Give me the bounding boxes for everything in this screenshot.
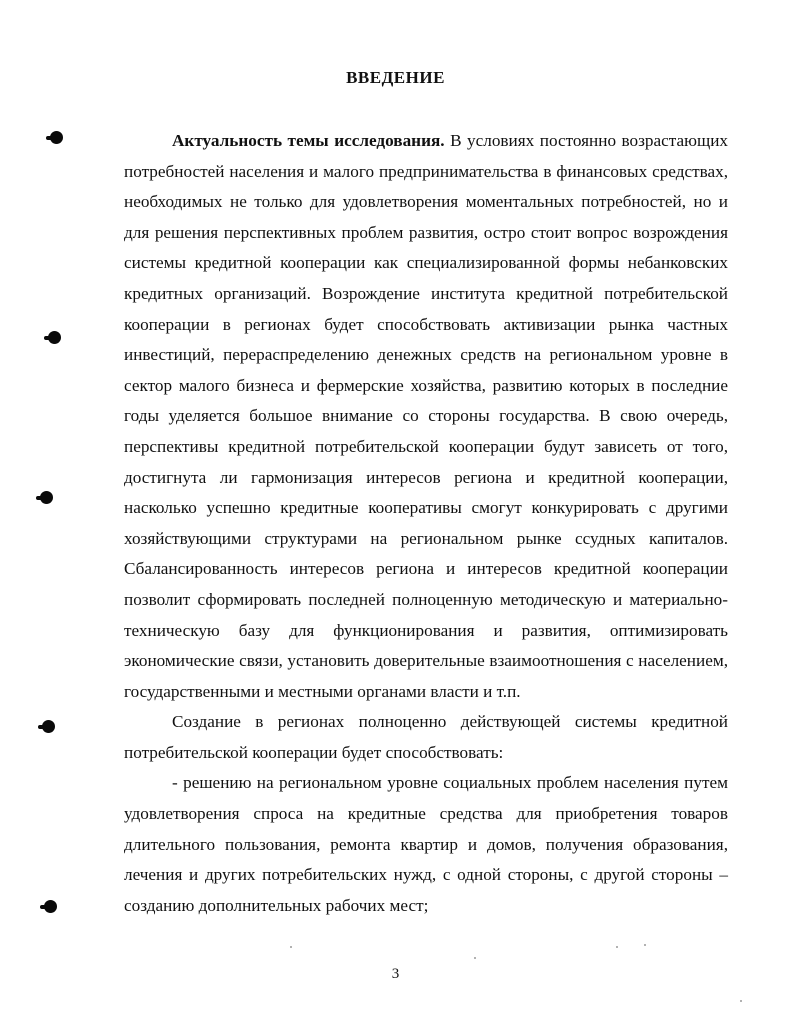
page-number: 3 — [391, 966, 400, 982]
scan-speck — [644, 944, 646, 946]
scan-speck — [616, 946, 618, 948]
body-text — [124, 126, 728, 921]
punch-hole-mark — [44, 900, 57, 913]
document-title: ВВЕДЕНИЕ — [346, 68, 445, 87]
scan-speck — [474, 957, 476, 959]
paragraph-creation — [124, 707, 728, 768]
paragraph-text: - решению на региональном уровне социальных проблем населения путем удовлетворения спроса на кредитные средства для приобретения товаров длительного пользования, ремонта квартир и домов, получения образования, лечения и других потребительских нужд, с одной стороны, с другой стороны – созданию дополнительных рабочих мест; — [124, 773, 728, 915]
scan-speck — [740, 1000, 742, 1002]
paragraph-lead: Актуальность темы исследования. — [172, 131, 445, 150]
paragraph-text: В условиях постоянно возрастающих потребностей населения и малого предпринимательства в финансовых средствах, необходимых не только для удовлетворения моментальных потребностей, но и для решения перспективных проблем развития, остро стоит вопрос возрождения системы кредитной кооперации как специализированной формы небанковских кредитных организаций. Возрождение института кредитной потребительской кооперации в регионах будет способствовать активизации рынка частных инвестиций, перераспределению денежных средств на региональном уровне в сектор малого бизнеса и фермерские хозяйства, развитию которых в последние годы уделяется большое внимание со стороны государства. В свою очередь, перспективы кредитной потребительской кооперации будут зависеть от того, достигнута ли гармонизация интересов региона и кредитной кооперации, насколько успешно кредитные кооперативы смогут конкурировать с другими хозяйствующими структурами на региональном рынке ссудных капиталов. Сбалансированность интересов региона и интересов кредитной кооперации позволит сформировать последней полноценную методическую и материально-техническую базу для функционирования и развития, оптимизировать экономические связи, установить доверительные взаимоотношения с населением, государственными и местными органами власти и т.п. — [124, 131, 728, 701]
scan-speck — [290, 946, 292, 948]
paragraph-text: Создание в регионах полноценно действующей системы кредитной потребительской кооперации будет способствовать: — [124, 712, 728, 762]
punch-hole-mark — [40, 491, 53, 504]
punch-hole-mark — [48, 331, 61, 344]
paragraph-relevance — [124, 126, 728, 707]
punch-hole-mark — [42, 720, 55, 733]
punch-hole-mark — [50, 131, 63, 144]
paragraph-list-item — [124, 768, 728, 921]
